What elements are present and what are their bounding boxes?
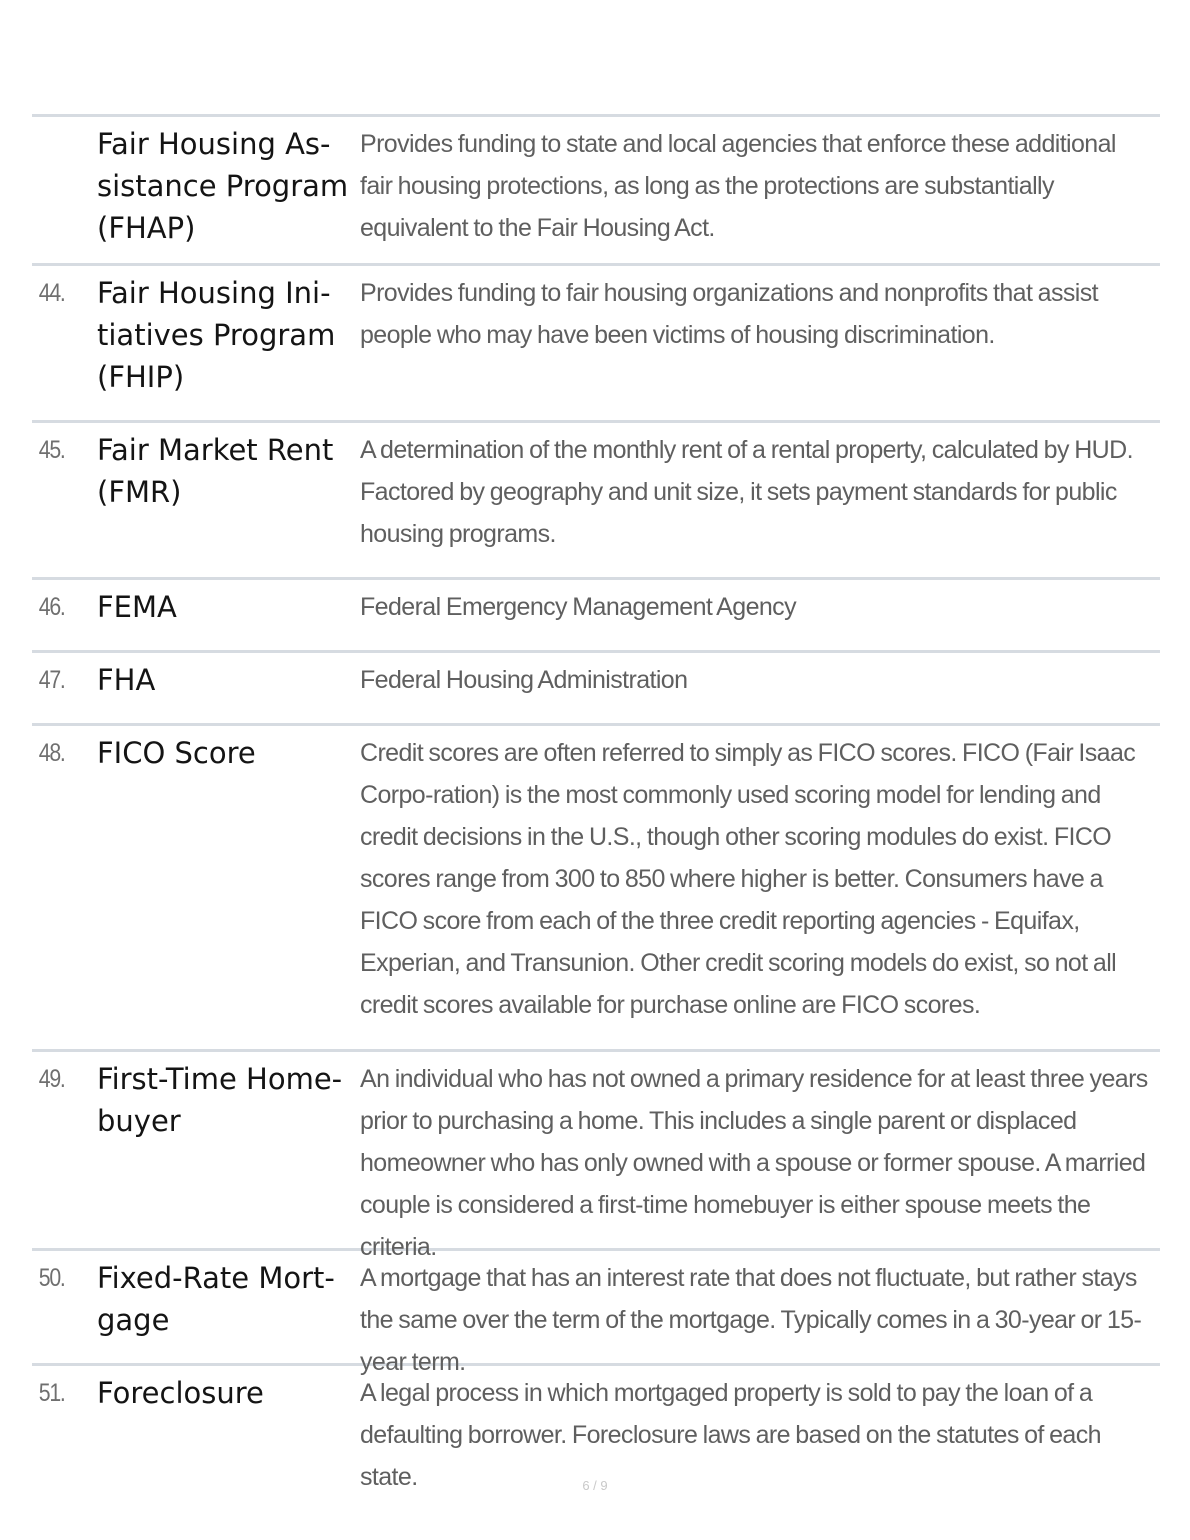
entry-definition: A mortgage that has an interest rate that does not fluctuate, but rather stays the same over the term of the mortgage. Typically comes in a 30-year or 15-year term. <box>360 1264 1142 1376</box>
entry-number <box>32 117 87 263</box>
entry-term: FICO Score <box>97 736 256 770</box>
entry-term: Fair Housing As- sistance Program (FHAP) <box>97 127 349 245</box>
entry-term: Fair Housing Ini- tiatives Program (FHIP) <box>97 276 336 394</box>
entry-number: 47. <box>38 666 65 694</box>
entry-term: First-Time Home- buyer <box>97 1062 343 1138</box>
entry-term: FEMA <box>97 590 177 624</box>
entry-number: 44. <box>38 279 65 307</box>
glossary-row <box>32 423 1160 580</box>
entry-number: 46. <box>38 593 65 621</box>
glossary-row <box>32 266 1160 423</box>
entry-definition: Provides funding to state and local agencies that enforce these additional fair housing protections, as long as the protections are substantially equivalent to the Fair Housing Act. <box>360 130 1116 242</box>
entry-definition: A determination of the monthly rent of a rental property, calculated by HUD. Factored by geography and unit size, it sets payment standards for public housing programs. <box>360 436 1133 548</box>
entry-number: 48. <box>38 739 65 767</box>
entry-number: 50. <box>38 1264 65 1292</box>
glossary-row <box>32 117 1160 266</box>
entry-term: Fair Market Rent (FMR) <box>97 433 334 509</box>
entry-number: 49. <box>38 1065 65 1093</box>
glossary-row <box>32 580 1160 653</box>
entry-term: Foreclosure <box>97 1376 264 1410</box>
entry-definition: A legal process in which mortgaged property is sold to pay the loan of a defaulting borrower. Foreclosure laws are based on the statutes of each state. <box>360 1379 1101 1491</box>
entry-definition: Provides funding to fair housing organizations and nonprofits that assist people who may have been victims of housing discrimination. <box>360 279 1098 349</box>
glossary-row <box>32 1052 1160 1261</box>
entry-definition: Federal Housing Administration <box>360 666 688 694</box>
entry-number: 45. <box>38 436 65 464</box>
entry-definition: Credit scores are often referred to simply as FICO scores. FICO (Fair Isaac Corpo-ration) is the most commonly used scoring model for lending and credit decisions in the U.S., though other scoring modules do exist. FICO scores range from 300 to 850 where higher is better. Consumers have a FICO score from each of the three credit reporting agencies - Equifax, Experian, and Transunion. Other credit scoring models do exist, so not all credit scores available for purchase online are FICO scores. <box>360 739 1136 1019</box>
glossary-row <box>32 653 1160 726</box>
glossary-row <box>32 726 1160 1052</box>
entry-term: FHA <box>97 663 156 697</box>
glossary-row <box>32 1251 1160 1376</box>
page-indicator: 6 / 9 <box>582 1478 608 1493</box>
entry-definition: Federal Emergency Management Agency <box>360 593 796 621</box>
entry-number: 51. <box>38 1379 65 1407</box>
entry-term: Fixed-Rate Mort- gage <box>97 1261 335 1337</box>
entry-definition: An individual who has not owned a primary residence for at least three years prior to purchasing a home. This includes a single parent or displaced homeowner who has only owned with a spouse or former spouse. A married couple is considered a first-time homebuyer is either spouse meets the criteria. <box>360 1065 1148 1261</box>
